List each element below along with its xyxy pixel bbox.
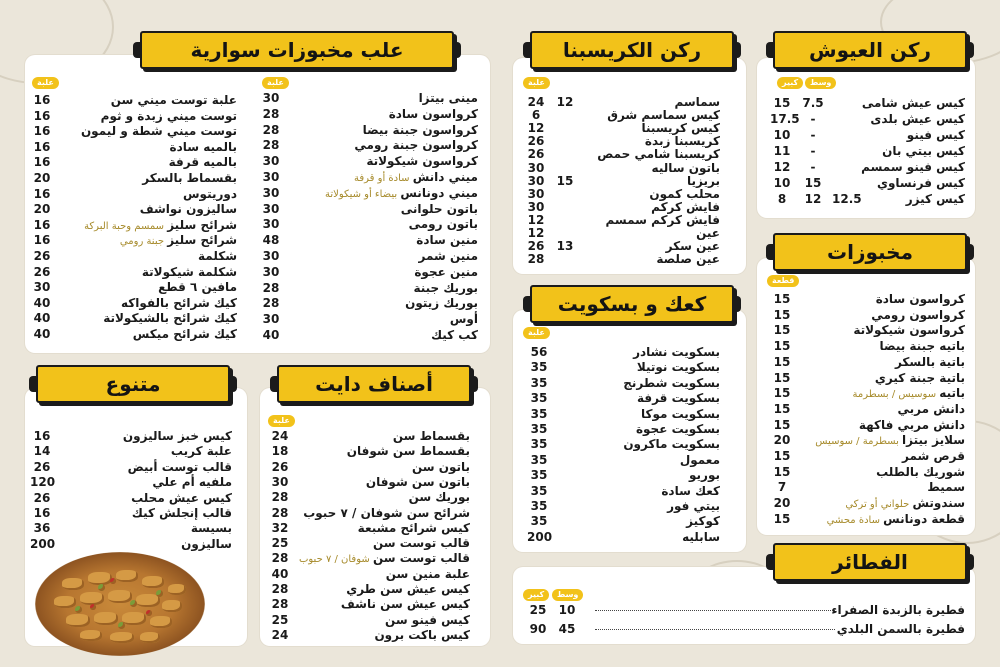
item-name: باتون سن شوفان	[365, 474, 470, 489]
item-name: كيك شرائح بالشيكولاتة	[103, 311, 237, 326]
price-box: 30	[262, 217, 280, 232]
item-name: قالب توست سن	[372, 536, 470, 551]
price-box: 40	[33, 295, 51, 310]
price-box: 35	[530, 499, 548, 513]
item-name: ميني دانش سادة أو قرفة	[354, 170, 478, 184]
cherry-topping	[110, 578, 116, 584]
item-name: سندوتش حلواني أو تركي	[845, 496, 965, 511]
price-box: 26	[33, 249, 51, 263]
header-crispina: ركن الكريسبنا	[530, 31, 734, 69]
price-extra: 8	[777, 192, 787, 206]
item-name: كرواسون جبنة بيضا	[362, 122, 478, 137]
packs-row	[0, 326, 1000, 342]
pistachio-topping	[75, 606, 82, 613]
item-note: بسطرمة / سوسيس	[815, 436, 903, 448]
header-diet: أصناف دايت	[277, 365, 471, 403]
item-name: بقسماط سن شوفان	[346, 444, 470, 459]
cherry-topping	[90, 604, 96, 610]
item-name: ميني دونانس بيضاء أو شيكولاتة	[325, 185, 478, 200]
price-box: 30	[262, 185, 280, 200]
price-box: 16	[33, 506, 51, 520]
price-box: 35	[530, 406, 548, 421]
item-name: فايش كركم	[651, 199, 720, 214]
price-box: 28	[271, 490, 289, 505]
header-misc: متنوع	[36, 365, 230, 403]
price-b: 30	[527, 173, 545, 188]
price-large: 90	[529, 622, 547, 636]
price-box: 14	[33, 444, 51, 459]
price-box: 40	[262, 328, 280, 342]
item-name: توست ميني شطة و ليمون	[80, 124, 237, 139]
pastry-piece	[80, 630, 102, 641]
item-name: كيس عيش سن طري	[346, 582, 470, 596]
price-piece: 15	[773, 401, 791, 416]
item-name: دانش مربي فاكهة	[858, 417, 965, 432]
column-label-box: علبة	[268, 415, 295, 427]
item-name: باتيه جبنة بيضا	[879, 339, 965, 354]
packs-row	[0, 170, 1000, 186]
column-label-box: علبة	[523, 327, 550, 339]
item-name: بالميه سادة	[169, 139, 237, 154]
item-name: باتون حلوانى	[400, 201, 478, 216]
item-name: كرواسون رومي	[871, 307, 965, 322]
price-medium: 12.5	[832, 192, 862, 206]
column-label-medium: وسط	[552, 589, 583, 601]
price-box: 30	[262, 154, 280, 169]
packs-row	[0, 279, 1000, 295]
item-name: سابليه	[682, 529, 720, 544]
item-name: بسكويت قرفة	[636, 391, 720, 406]
item-name: كيس خبز ساليزون	[122, 429, 232, 443]
item-name: كريسبنا زبدة	[644, 134, 720, 149]
item-name: شرائح سليز جبنة رومي	[119, 233, 237, 248]
item-name: علبة توست ميني سن	[110, 93, 237, 107]
item-name: فايش كركم سمسم	[605, 212, 720, 227]
item-name: كيس سماسم شرق	[607, 108, 720, 123]
item-name: بوريك سن	[408, 490, 470, 505]
price-box: 40	[271, 566, 289, 581]
column-label-box: علبة	[32, 77, 59, 89]
price-box: 28	[262, 280, 280, 295]
item-name: باتون ساليه	[651, 160, 720, 175]
price-box: 200	[527, 529, 553, 544]
price-box: 30	[262, 312, 280, 327]
price-large: 12	[804, 192, 822, 206]
price-box: 25	[271, 612, 289, 627]
packs-row	[0, 123, 1000, 139]
price-piece: 20	[773, 433, 791, 448]
item-name: قطعة دونانس سادة محشي	[826, 511, 965, 526]
dotted-leader	[595, 610, 835, 611]
price-box: 16	[33, 429, 51, 443]
price-box: 16	[33, 186, 51, 201]
column-label-piece: قطعة	[767, 275, 799, 287]
packs-row	[0, 310, 1000, 326]
price-b: 30	[527, 186, 545, 201]
price-box: 24	[271, 429, 289, 443]
cherry-topping	[146, 610, 152, 616]
dotted-leader	[595, 629, 835, 630]
item-name: دوريتوس	[182, 186, 237, 201]
misc-row	[0, 428, 1000, 444]
item-note: حلواني أو تركي	[845, 499, 913, 511]
packs-row	[0, 186, 1000, 202]
item-name: كريسبنا شامي حمص	[597, 147, 720, 162]
price-box: 16	[33, 108, 51, 123]
item-name: شكلمة	[198, 249, 237, 263]
price-box: 30	[262, 91, 280, 105]
item-name: شكلمة شيكولاتة	[141, 264, 237, 279]
price-box: 56	[530, 345, 548, 359]
pastry-piece	[168, 584, 186, 595]
price-box: 26	[33, 459, 51, 474]
item-name: ساليزون نواشف	[139, 202, 237, 217]
packs-row	[0, 92, 1000, 108]
pastry-piece	[116, 570, 138, 582]
item-name: بسكويت ماكرون	[623, 437, 720, 452]
column-label-large: كبير	[523, 589, 549, 601]
item-name: كيس عيش بلدى	[870, 112, 965, 126]
price-medium: -	[810, 112, 816, 126]
item-name: شوريك بالطلب	[876, 464, 965, 479]
item-name: باتية بالسكر	[894, 354, 965, 369]
item-name: كرواسون سادة	[875, 292, 965, 306]
pastry-piece	[94, 612, 118, 625]
price-piece: 15	[773, 449, 791, 463]
item-name: عين	[696, 226, 720, 240]
item-name: بسكويت عجوة	[635, 422, 720, 436]
item-note: بيضاء أو شيكولاتة	[325, 188, 401, 200]
price-b: 30	[527, 199, 545, 214]
price-box: 35	[530, 437, 548, 452]
biscuits-row	[0, 344, 1000, 360]
item-note: جبنة رومي	[119, 236, 168, 248]
item-note: شوفان / ٧ حبوب	[298, 554, 373, 566]
item-name: باتيه سوسيس / بسطرمة	[852, 386, 965, 401]
item-name: كيس فينو سن	[385, 612, 470, 627]
item-name: عين سكر	[665, 239, 720, 254]
item-name: توست ميني زبدة و ثوم	[100, 108, 237, 123]
price-a: 15	[556, 173, 574, 188]
price-box: 35	[530, 514, 548, 529]
price-box: 32	[271, 520, 289, 535]
price-box: 28	[262, 122, 280, 137]
price-medium: -	[810, 144, 816, 158]
price-box: 16	[33, 93, 51, 107]
price-box: 24	[271, 627, 289, 642]
item-name: دانش مربي	[897, 401, 965, 416]
pastry-piece	[150, 616, 172, 628]
item-name: محلب كمون	[649, 186, 720, 201]
price-piece: 7	[777, 480, 787, 495]
price-box: 28	[262, 138, 280, 153]
price-medium: -	[810, 128, 816, 142]
price-box: 26	[33, 264, 51, 279]
item-name: شرائح سليز سمسم وحبة البركة	[84, 217, 237, 232]
item-note: سمسم وحبة البركة	[84, 220, 168, 232]
item-name: كيس فينو سمسم	[861, 160, 965, 174]
header-breads: ركن العيوش	[773, 31, 967, 69]
pastry-piece	[54, 596, 76, 608]
pastry-piece	[122, 612, 146, 625]
price-b: 12	[527, 121, 545, 136]
item-name: مافين ٦ قطع	[158, 280, 237, 295]
price-box: 18	[271, 444, 289, 459]
item-name: فطيرة بالسمن البلدي	[836, 622, 965, 636]
pistachio-topping	[130, 600, 137, 607]
item-name: بيتي فور	[667, 499, 720, 513]
column-label-box: علبة	[523, 77, 550, 89]
packs-row	[0, 201, 1000, 217]
pastry-piece	[62, 578, 84, 590]
price-box: 26	[271, 459, 289, 474]
pastry-piece	[108, 590, 132, 603]
item-note: سادة محشي	[826, 514, 884, 526]
item-note: سادة أو قرفة	[354, 173, 413, 184]
price-medium: -	[810, 160, 816, 174]
price-piece: 15	[773, 386, 791, 401]
price-box: 28	[271, 505, 289, 520]
price-box: 30	[262, 264, 280, 279]
pistachio-topping	[98, 584, 105, 591]
price-box: 30	[262, 249, 280, 263]
item-name: باتون سن	[411, 459, 470, 474]
item-name: كب كيك	[431, 328, 478, 342]
item-name: كيك شرائح ميكس	[132, 327, 237, 341]
header-pies: الفطائر	[773, 543, 967, 581]
price-box: 30	[33, 280, 51, 295]
price-box: 35	[530, 375, 548, 390]
item-name: كيس كريسبنا	[641, 121, 720, 136]
item-name: علبة منين سن	[385, 566, 470, 581]
price-medium: 10	[558, 603, 576, 617]
price-box: 30	[262, 201, 280, 216]
item-name: كرواسون شيكولاتة	[853, 323, 965, 338]
price-box: 28	[262, 296, 280, 311]
item-name: منين سادة	[416, 233, 478, 248]
price-medium: 7.5	[802, 96, 824, 110]
price-box: 20	[33, 171, 51, 185]
pistachio-topping	[118, 622, 125, 629]
price-medium: 15	[804, 176, 822, 190]
packs-row	[0, 295, 1000, 311]
item-name: بريزيا	[687, 173, 720, 188]
price-b: 26	[527, 134, 545, 149]
price-box: 16	[33, 139, 51, 154]
price-large: 15	[773, 96, 791, 110]
price-piece: 15	[773, 292, 791, 306]
price-box: 16	[33, 233, 51, 248]
price-box: 16	[33, 155, 51, 170]
item-name: بسيسة	[190, 521, 232, 536]
price-large: 11	[773, 144, 791, 158]
item-name: فطيرة بالزبدة الصفراء	[831, 603, 965, 617]
price-a: 13	[556, 239, 574, 254]
item-name: مينى بيتزا	[418, 91, 478, 105]
price-medium: 45	[558, 622, 576, 636]
item-name: كرواسون سادة	[388, 106, 478, 121]
price-piece: 15	[773, 464, 791, 479]
price-piece: 15	[773, 417, 791, 432]
biscuits-row	[0, 406, 1000, 422]
item-name: بالميه قرفة	[168, 155, 237, 170]
price-box: 35	[530, 483, 548, 498]
item-name: شرائح سن شوفان / ٧ حبوب	[303, 505, 470, 520]
price-box: 48	[262, 233, 280, 248]
item-name: كيس عيش محلب	[131, 490, 232, 505]
price-box: 20	[33, 202, 51, 217]
item-name: معمول	[679, 452, 720, 467]
price-piece: 15	[773, 511, 791, 526]
price-box: 40	[33, 311, 51, 326]
pastry-piece	[140, 632, 160, 643]
packs-row	[0, 217, 1000, 233]
item-name: سماسم	[674, 95, 720, 109]
price-large: 12	[773, 160, 791, 174]
price-large: 17.5	[770, 112, 800, 126]
price-box: 30	[262, 170, 280, 184]
price-piece: 20	[773, 496, 791, 511]
item-name: كيس بيتي بان	[882, 144, 965, 158]
price-box: 35	[530, 468, 548, 483]
item-name: بوريو	[689, 468, 720, 483]
item-name: منين شمر	[418, 249, 478, 263]
price-b: 24	[527, 95, 545, 109]
price-piece: 15	[773, 323, 791, 338]
price-large: 10	[773, 128, 791, 142]
price-box: 35	[530, 422, 548, 436]
item-name: ملفيه أم علي	[152, 475, 232, 490]
item-name: بسكويت نوتيلا	[636, 360, 720, 375]
price-box: 16	[33, 124, 51, 139]
pastry-piece	[142, 576, 164, 588]
pastry-piece	[66, 614, 90, 627]
price-b: 6	[531, 108, 541, 123]
price-box: 28	[271, 551, 289, 566]
item-name: كيس فرنساوي	[876, 176, 965, 190]
misc-row	[0, 505, 1000, 521]
item-name: باتية جبنة كيري	[874, 370, 965, 385]
price-a: 12	[556, 95, 574, 109]
price-large: 25	[529, 603, 547, 617]
price-b: 28	[527, 252, 545, 267]
item-name: بوريك زيتون	[405, 296, 478, 311]
item-name: كيس عيش شامى	[861, 96, 965, 110]
item-name: عين صلصة	[656, 252, 720, 267]
item-name: سلايز بيتزا بسطرمة / سوسيس	[815, 433, 965, 448]
item-name: قالب توست سن شوفان / ٧ حبوب	[298, 551, 470, 566]
item-note: سوسيس / بسطرمة	[852, 389, 940, 401]
item-name: سميط	[927, 480, 965, 495]
price-box: 35	[530, 360, 548, 375]
item-name: ساليزون	[181, 536, 232, 551]
price-box: 30	[271, 474, 289, 489]
price-box: 28	[262, 106, 280, 121]
price-box: 120	[30, 475, 56, 490]
price-box: 35	[530, 452, 548, 467]
item-name: بسكويت موكا	[640, 406, 720, 421]
item-name: قالب إنجلش كيك	[131, 506, 232, 520]
item-name: باتون رومى	[408, 217, 478, 232]
price-box: 36	[33, 521, 51, 536]
item-name: كيك شرائح بالفواكه	[121, 295, 237, 310]
price-box: 40	[33, 327, 51, 341]
price-b: 26	[527, 147, 545, 162]
price-box: 28	[271, 597, 289, 612]
packs-row	[0, 154, 1000, 170]
price-box: 16	[33, 217, 51, 232]
column-label-large: كبير	[777, 77, 803, 89]
misc-row	[0, 443, 1000, 459]
pastry-piece	[110, 632, 134, 643]
price-piece: 15	[773, 339, 791, 354]
item-name: كيس كيزر	[905, 192, 965, 206]
item-name: كعك سادة	[661, 483, 720, 498]
item-name: بقسماط سن	[392, 429, 470, 443]
price-piece: 15	[773, 370, 791, 385]
header-pastries: مخبوزات	[773, 233, 967, 271]
column-label-medium: وسط	[805, 77, 836, 89]
header-biscuits: كعك و بسكويت	[530, 285, 734, 323]
item-name: بقسماط بالسكر	[142, 171, 237, 185]
item-name: علبة كريب	[170, 444, 232, 459]
misc-row	[0, 474, 1000, 490]
price-b: 12	[527, 212, 545, 227]
item-name: قالب توست أبيض	[127, 459, 232, 474]
price-large: 10	[773, 176, 791, 190]
item-name: كرواسون جبنة رومي	[354, 138, 478, 153]
item-name: كرواسون شيكولاتة	[366, 154, 478, 169]
item-name: أوس	[449, 312, 478, 327]
price-box: 200	[30, 536, 56, 551]
item-name: بسكويت نشادر	[633, 345, 720, 359]
price-b: 30	[527, 160, 545, 175]
item-name: بوريك جبنة	[413, 280, 478, 295]
price-b: 26	[527, 239, 545, 254]
packs-row	[0, 108, 1000, 124]
pistachio-topping	[156, 590, 163, 597]
price-piece: 15	[773, 307, 791, 322]
price-box: 26	[33, 490, 51, 505]
column-label-box: علبة	[262, 77, 289, 89]
item-name: كيس باكت برون	[374, 627, 470, 642]
item-name: منين عجوة	[414, 264, 478, 279]
misc-row	[0, 520, 1000, 536]
item-name: كيس فينو	[906, 128, 965, 142]
price-box: 28	[271, 582, 289, 596]
item-name: كوكيز	[686, 514, 720, 529]
packs-row	[0, 139, 1000, 155]
price-b: 12	[527, 226, 545, 240]
pastry-piece	[162, 600, 182, 612]
item-name: قرص شمر	[902, 449, 965, 463]
misc-row	[0, 490, 1000, 506]
item-name: كيس شرائح مشبعة	[357, 520, 470, 535]
item-name: كيس عيش سن ناشف	[340, 597, 470, 612]
item-name: بسكويت شطرنج	[623, 375, 720, 390]
price-piece: 15	[773, 354, 791, 369]
price-box: 35	[530, 391, 548, 406]
price-box: 25	[271, 536, 289, 551]
header-packs: علب مخبوزات سوارية	[140, 31, 454, 69]
misc-row	[0, 459, 1000, 475]
